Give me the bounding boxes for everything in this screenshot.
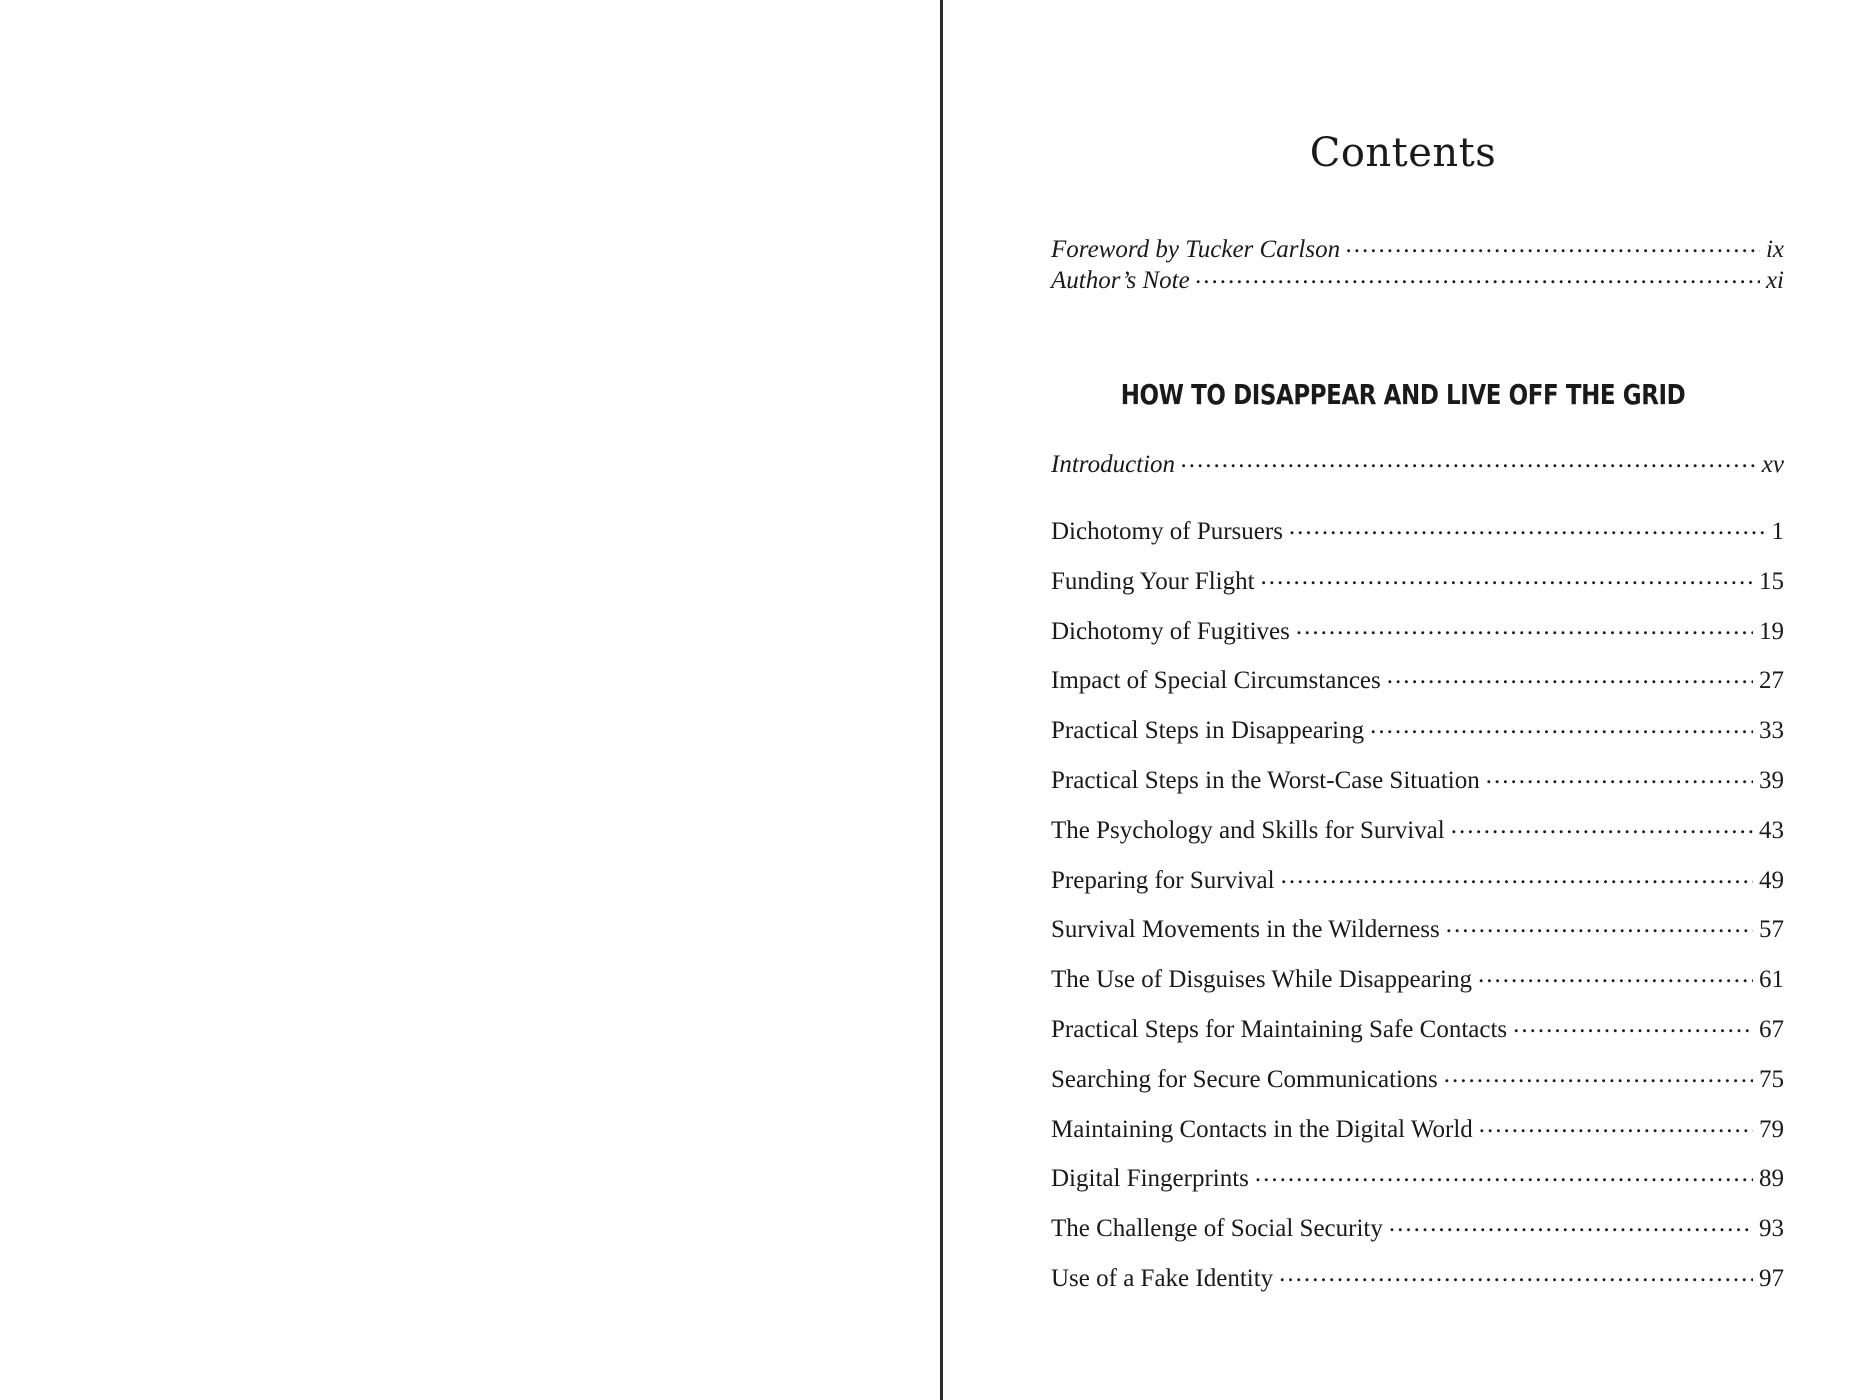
toc-entry-title: Searching for Secure Communications bbox=[1051, 1065, 1438, 1093]
toc-entry-chapter[interactable] bbox=[1051, 514, 1784, 546]
part-heading: HOW TO DISAPPEAR AND LIVE OFF THE GRID bbox=[1120, 378, 1686, 411]
toc-entry-chapter[interactable] bbox=[1051, 1211, 1784, 1243]
toc-entry-chapter[interactable] bbox=[1051, 962, 1784, 994]
toc-entry-page: 19 bbox=[1759, 617, 1784, 645]
dot-leader bbox=[1346, 234, 1760, 259]
toc-entry-title: The Challenge of Social Security bbox=[1051, 1215, 1383, 1243]
toc-entry-page: 89 bbox=[1759, 1165, 1784, 1193]
dot-leader bbox=[1446, 914, 1753, 939]
toc-entry-chapter[interactable] bbox=[1051, 763, 1784, 795]
toc-entry-chapter[interactable] bbox=[1051, 1161, 1784, 1193]
toc-entry-title: Dichotomy of Pursuers bbox=[1051, 518, 1283, 545]
dot-leader bbox=[1486, 765, 1753, 790]
toc-entry-chapter[interactable] bbox=[1051, 1062, 1784, 1094]
dot-leader bbox=[1281, 865, 1753, 890]
toc-entry-page: 75 bbox=[1759, 1065, 1784, 1093]
dot-leader bbox=[1196, 265, 1760, 290]
dot-leader bbox=[1444, 1064, 1753, 1089]
toc-entry-title: The Use of Disguises While Disappearing bbox=[1051, 966, 1472, 994]
toc-entry-page: 49 bbox=[1759, 866, 1784, 894]
dot-leader bbox=[1279, 1263, 1753, 1288]
toc-entry-chapter[interactable] bbox=[1051, 813, 1784, 845]
toc-entry-page: 57 bbox=[1759, 916, 1784, 944]
dot-leader bbox=[1451, 815, 1753, 840]
toc-entry-introduction[interactable] bbox=[1051, 447, 1784, 479]
toc-entry-page: 79 bbox=[1759, 1115, 1784, 1143]
toc-entry-page: 97 bbox=[1759, 1265, 1784, 1292]
toc-entry-title: Foreword by Tucker Carlson bbox=[1051, 236, 1341, 263]
toc-entry-title: Survival Movements in the Wilderness bbox=[1051, 916, 1440, 944]
toc-entry-page: 33 bbox=[1759, 717, 1784, 745]
toc-entry-chapter[interactable] bbox=[1051, 1112, 1784, 1144]
toc-entry-page: ix bbox=[1765, 236, 1784, 263]
toc-entry-title: Dichotomy of Fugitives bbox=[1051, 617, 1290, 645]
toc-entry-page: 27 bbox=[1759, 667, 1784, 695]
toc-entry-page: 1 bbox=[1771, 518, 1784, 545]
toc-entry-page: 93 bbox=[1759, 1215, 1784, 1243]
toc-entry-chapter[interactable] bbox=[1051, 863, 1784, 895]
toc-entry-title: Use of a Fake Identity bbox=[1051, 1265, 1274, 1292]
toc-entry-page: 67 bbox=[1759, 1016, 1784, 1043]
toc-entry-title: Preparing for Survival bbox=[1051, 866, 1275, 894]
dot-leader bbox=[1387, 665, 1753, 690]
dot-leader bbox=[1513, 1014, 1753, 1039]
page-title: Contents bbox=[1309, 130, 1497, 176]
toc-entry-page: 39 bbox=[1759, 767, 1784, 794]
toc-entry-title: Practical Steps in the Worst-Case Situation bbox=[1051, 767, 1480, 794]
toc-entry-title: The Psychology and Skills for Survival bbox=[1051, 816, 1445, 844]
toc-entry-chapter[interactable] bbox=[1051, 713, 1784, 745]
toc-entry-page: 43 bbox=[1759, 816, 1784, 844]
toc-entry-title: Introduction bbox=[1051, 451, 1176, 478]
dot-leader bbox=[1389, 1213, 1753, 1238]
toc-entry-chapter[interactable] bbox=[1051, 1012, 1784, 1044]
toc-entry-title: Practical Steps in Disappearing bbox=[1051, 717, 1365, 745]
toc-entry-chapter[interactable] bbox=[1051, 912, 1784, 944]
dot-leader bbox=[1370, 715, 1753, 740]
dot-leader bbox=[1255, 1163, 1753, 1188]
dot-leader bbox=[1181, 449, 1756, 474]
toc-entry-chapter[interactable] bbox=[1051, 663, 1784, 695]
toc-entry-chapter[interactable] bbox=[1051, 614, 1784, 646]
dot-leader bbox=[1479, 1114, 1753, 1139]
toc-entry-title: Funding Your Flight bbox=[1051, 567, 1255, 595]
toc-entry-foreword[interactable] bbox=[1051, 232, 1784, 264]
toc-entry-title: Author’s Note bbox=[1051, 267, 1190, 294]
toc-entry-page: 61 bbox=[1759, 966, 1784, 994]
toc-entry-title: Impact of Special Circumstances bbox=[1051, 667, 1381, 695]
dot-leader bbox=[1296, 616, 1753, 641]
toc-entry-title: Practical Steps for Maintaining Safe Contacts bbox=[1051, 1016, 1508, 1043]
dot-leader bbox=[1289, 516, 1766, 541]
toc-entry-chapter[interactable] bbox=[1051, 564, 1784, 596]
contents-page bbox=[943, 0, 1866, 1400]
toc-entry-page: xv bbox=[1761, 451, 1784, 478]
toc-entry-page: xi bbox=[1765, 267, 1784, 294]
toc-entry-authors-note[interactable] bbox=[1051, 263, 1784, 295]
toc-entry-chapter[interactable] bbox=[1051, 1261, 1784, 1293]
dot-leader bbox=[1478, 964, 1753, 989]
toc-entry-title: Digital Fingerprints bbox=[1051, 1165, 1249, 1193]
toc-entry-page: 15 bbox=[1759, 567, 1784, 595]
toc-entry-title: Maintaining Contacts in the Digital World bbox=[1051, 1115, 1473, 1143]
dot-leader bbox=[1261, 566, 1753, 591]
